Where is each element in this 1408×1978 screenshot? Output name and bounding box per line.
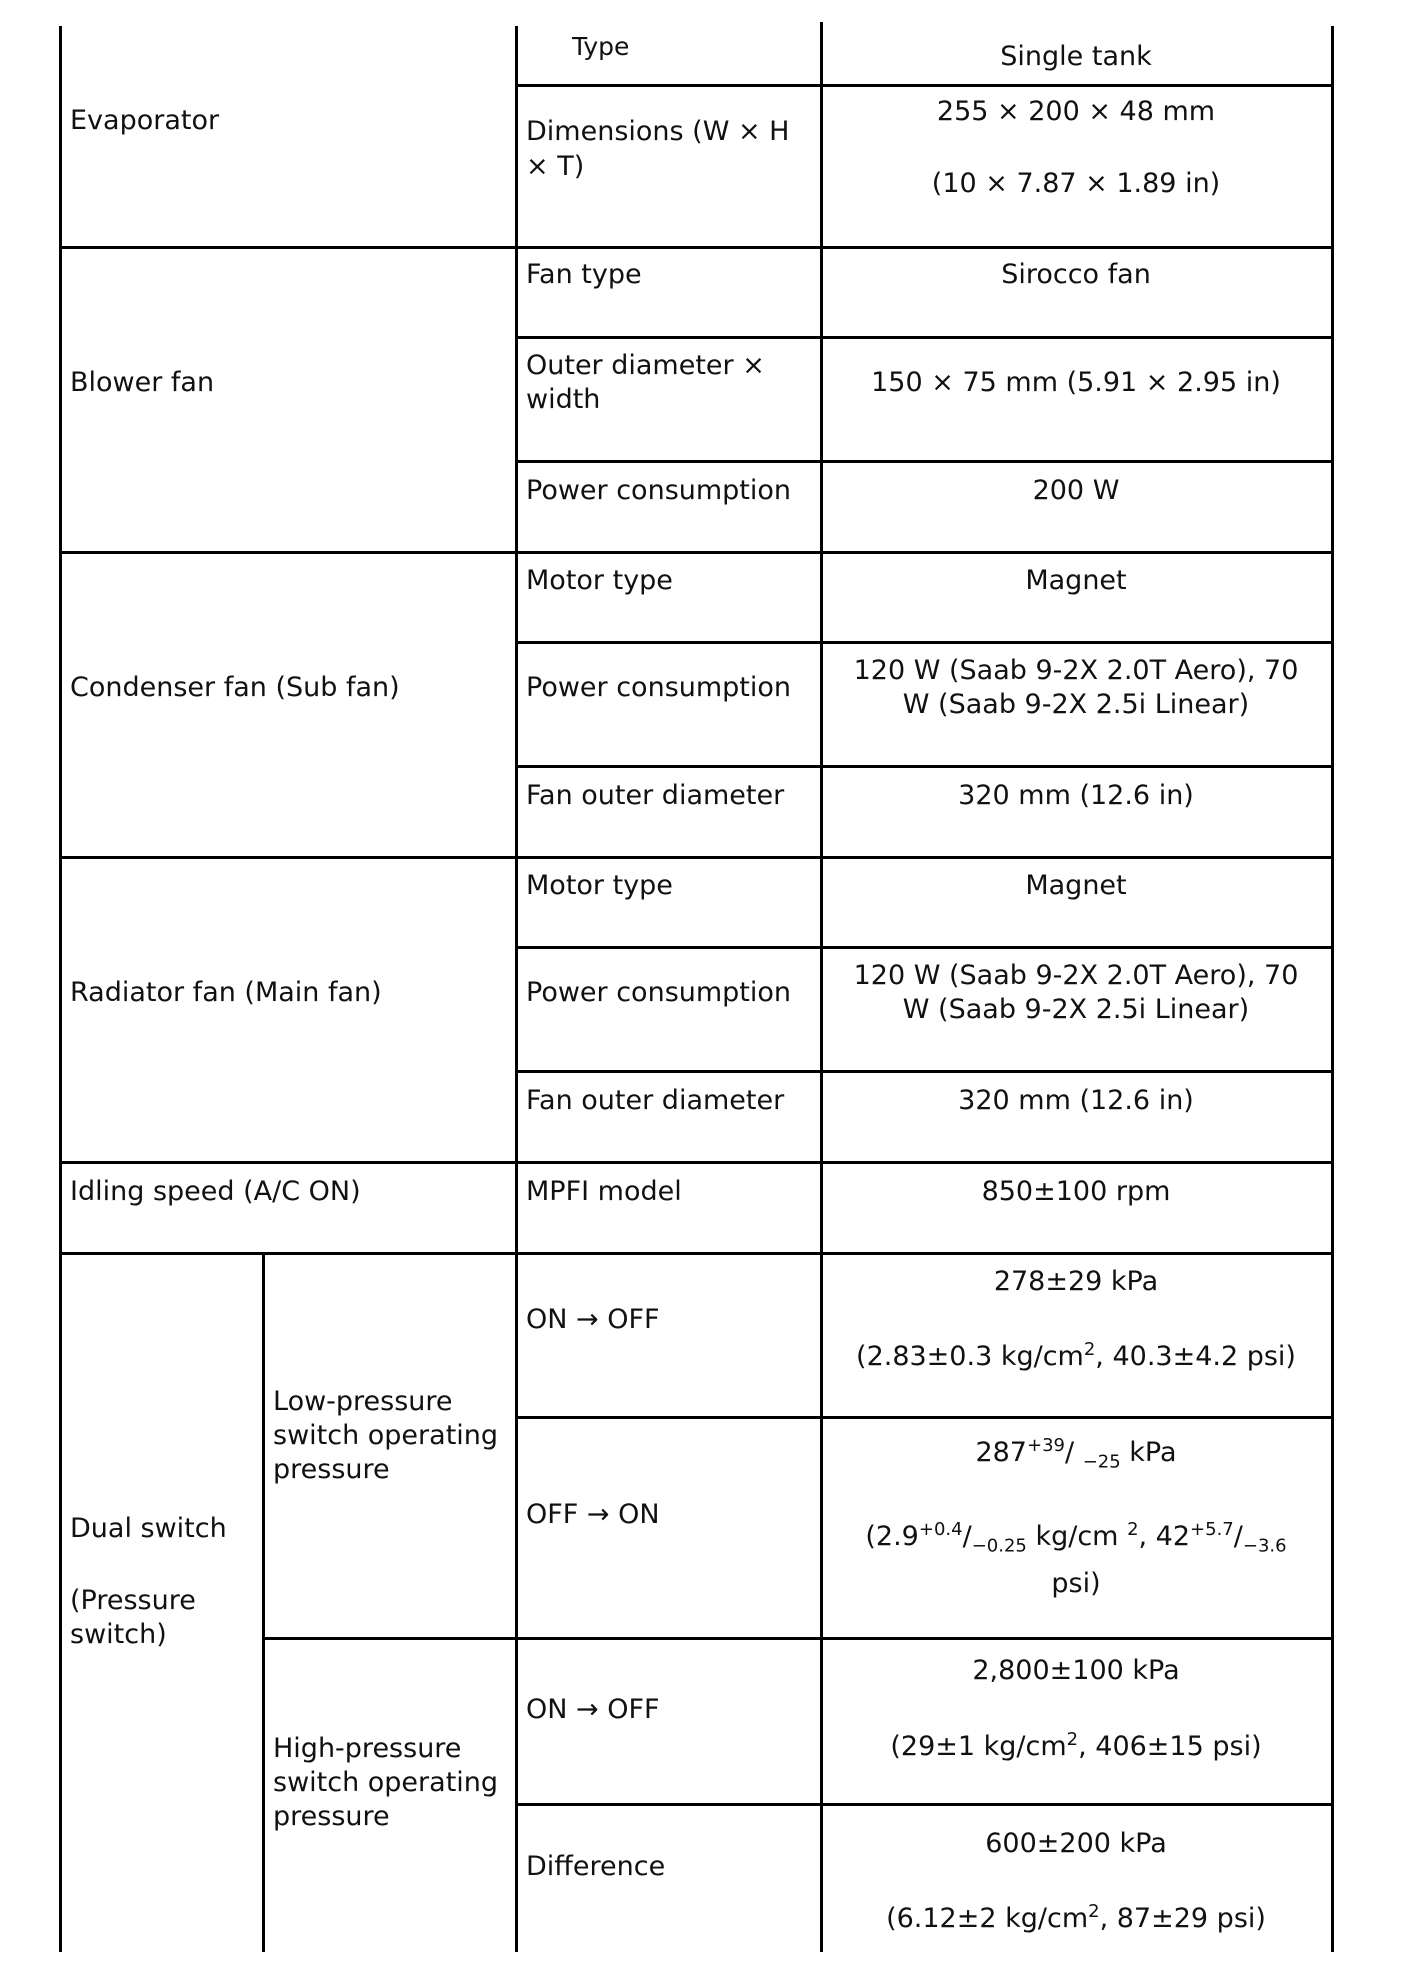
subrow-divider bbox=[515, 1416, 1334, 1419]
param-outer-diameter-line1: Outer diameter × bbox=[526, 350, 765, 381]
group-label-low-pressure-line2: switch operating bbox=[273, 1420, 499, 1451]
param-mpfi-model: MPFI model bbox=[526, 1176, 682, 1207]
param-low-off-on: OFF → ON bbox=[526, 1499, 660, 1530]
subrow-divider bbox=[515, 84, 1334, 87]
param-power-consumption: Power consumption bbox=[526, 977, 792, 1008]
param-motor-type: Motor type bbox=[526, 565, 673, 596]
value-single-tank: Single tank bbox=[1000, 41, 1152, 72]
group-label-high-pressure: High-pressure bbox=[273, 1733, 462, 1764]
value-high-on-off-alt: (29±1 $kg/cm^2$, 406±15 psi) bbox=[890, 1729, 1262, 1762]
subrow-divider bbox=[515, 765, 1334, 768]
value-power-line2: W (Saab 9-2X 2.5i Linear) bbox=[902, 689, 1250, 720]
param-high-difference: Difference bbox=[526, 1851, 666, 1882]
value-power-consumption: 200 W bbox=[1032, 475, 1120, 506]
subrow-divider bbox=[515, 1070, 1334, 1073]
value-low-on-off-kpa: 278±29 kPa bbox=[993, 1266, 1159, 1297]
group-label-low-pressure: Low-pressure bbox=[273, 1386, 453, 1417]
row-divider bbox=[59, 1161, 1334, 1164]
param-high-on-off: ON → OFF bbox=[526, 1694, 660, 1725]
value-dimensions-imperial: (10 × 7.87 × 1.89 in) bbox=[931, 168, 1221, 199]
row-label-radiator-fan: Radiator fan (Main fan) bbox=[70, 977, 382, 1008]
row-label-evaporator: Evaporator bbox=[70, 105, 220, 136]
value-power-line1: 120 W (Saab 9-2X 2.0T Aero), 70 bbox=[853, 655, 1299, 686]
row-label-dual-switch: Dual switch bbox=[70, 1513, 227, 1544]
param-fan-outer-diameter: Fan outer diameter bbox=[526, 1085, 785, 1116]
subrow-divider bbox=[515, 1803, 1334, 1806]
group-label-high-pressure-line3: pressure bbox=[273, 1801, 390, 1832]
value-power-line1: 120 W (Saab 9-2X 2.0T Aero), 70 bbox=[853, 960, 1299, 991]
param-motor-type: Motor type bbox=[526, 870, 673, 901]
value-fan-type: Sirocco fan bbox=[1001, 259, 1151, 290]
row-divider bbox=[59, 1252, 1334, 1255]
row-label-dual-switch-line2: (Pressure bbox=[70, 1585, 196, 1616]
value-high-on-off-kpa: 2,800±100 kPa bbox=[972, 1655, 1180, 1686]
row-label-condenser-fan: Condenser fan (Sub fan) bbox=[70, 672, 400, 703]
value-motor-type: Magnet bbox=[1025, 565, 1127, 596]
column-divider-param bbox=[515, 26, 518, 1952]
param-power-consumption: Power consumption bbox=[526, 475, 792, 506]
group-label-high-pressure-line2: switch operating bbox=[273, 1767, 499, 1798]
param-type: Type bbox=[572, 32, 630, 61]
subrow-divider bbox=[515, 460, 1334, 463]
value-high-difference-alt: (6.12±2 $kg/cm^2$, 87±29 psi) bbox=[886, 1901, 1266, 1934]
group-label-low-pressure-line3: pressure bbox=[273, 1454, 390, 1485]
row-divider bbox=[59, 856, 1334, 859]
value-power-line2: W (Saab 9-2X 2.5i Linear) bbox=[902, 994, 1250, 1025]
value-dimensions-metric: 255 × 200 × 48 mm bbox=[936, 96, 1216, 127]
row-divider bbox=[59, 551, 1334, 554]
param-dimensions-line1: Dimensions (W × H bbox=[526, 116, 790, 147]
value-motor-type: Magnet bbox=[1025, 870, 1127, 901]
param-power-consumption: Power consumption bbox=[526, 672, 792, 703]
value-idling-speed: 850±100 rpm bbox=[981, 1176, 1171, 1207]
table-border-right bbox=[1331, 26, 1334, 1952]
column-divider-subgroup bbox=[262, 1254, 265, 1952]
row-label-idling-speed: Idling speed (A/C ON) bbox=[70, 1176, 361, 1207]
param-fan-outer-diameter: Fan outer diameter bbox=[526, 780, 785, 811]
value-low-off-on-kpa: $287^{+39}/$ $_{-25}$ kPa bbox=[975, 1435, 1177, 1473]
row-divider bbox=[59, 246, 1334, 249]
value-high-difference-kpa: 600±200 kPa bbox=[985, 1828, 1167, 1859]
subrow-divider bbox=[515, 946, 1334, 949]
param-dimensions-line2: × T) bbox=[526, 151, 585, 182]
value-low-off-on-alt: ($2.9^{+0.4}/_{-0.25}$ kg/cm $^2$, $42^{+5.7}/_{-3.6}$ bbox=[865, 1519, 1287, 1557]
value-low-on-off-alt: (2.83±0.3 $kg/cm^2$, 40.3±4.2 psi) bbox=[856, 1339, 1296, 1372]
row-label-dual-switch-line3: switch) bbox=[70, 1619, 167, 1650]
param-outer-diameter-line2: width bbox=[526, 384, 601, 415]
subrow-divider bbox=[515, 641, 1334, 644]
value-low-off-on-psi: psi) bbox=[1051, 1568, 1101, 1599]
param-fan-type: Fan type bbox=[526, 259, 642, 290]
value-fan-outer-diameter: 320 mm (12.6 in) bbox=[958, 780, 1194, 811]
subrow-divider bbox=[515, 336, 1334, 339]
value-fan-outer-diameter: 320 mm (12.6 in) bbox=[958, 1085, 1194, 1116]
row-label-blower-fan: Blower fan bbox=[70, 367, 215, 398]
param-low-on-off: ON → OFF bbox=[526, 1304, 660, 1335]
subrow-divider bbox=[262, 1637, 1334, 1640]
table-border-left bbox=[59, 26, 62, 1952]
value-outer-diameter: 150 × 75 mm (5.91 × 2.95 in) bbox=[871, 367, 1281, 398]
